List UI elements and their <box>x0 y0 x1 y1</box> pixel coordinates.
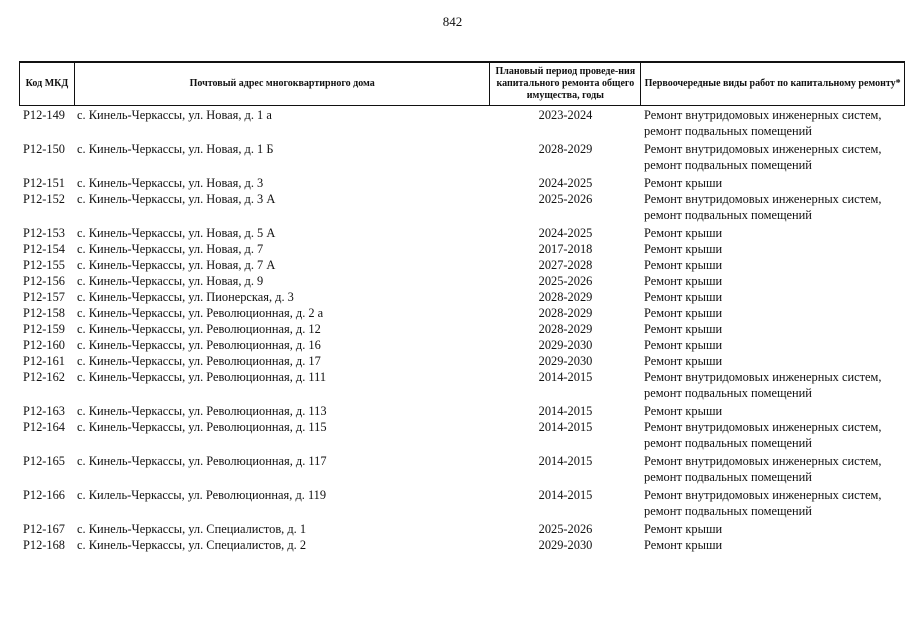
table-row <box>19 337 905 353</box>
cell-code: Р12-153 <box>23 226 65 240</box>
cell-code: Р12-165 <box>23 454 65 468</box>
works-line: Ремонт внутридомовых инженерных систем, <box>644 108 882 122</box>
works-line: Ремонт крыши <box>644 242 723 256</box>
repair-table-body <box>19 107 905 553</box>
works-line: ремонт подвальных помещений <box>644 470 812 484</box>
cell-period: 2014-2015 <box>538 370 593 384</box>
cell-address: с. Кинель-Черкассы, ул. Революционная, д. 16 <box>77 338 321 352</box>
cell-code: Р12-164 <box>23 420 65 434</box>
cell-period: 2028-2029 <box>538 142 593 156</box>
works-line: Ремонт крыши <box>644 404 723 418</box>
cell-address: с. Килель-Черкассы, ул. Революционная, д. 119 <box>77 488 327 502</box>
table-rows <box>19 107 905 553</box>
works-line: Ремонт внутридомовых инженерных систем, <box>644 488 882 502</box>
cell-address: с. Кинель-Черкассы, ул. Новая, д. 7 А <box>77 258 276 272</box>
works-line: ремонт подвальных помещений <box>644 386 812 400</box>
cell-works <box>641 175 905 191</box>
table-row <box>19 289 905 305</box>
cell-works <box>641 305 905 321</box>
table-row <box>19 257 905 273</box>
table-row <box>19 305 905 321</box>
table-row <box>19 369 905 403</box>
cell-works <box>641 369 905 403</box>
cell-code: Р12-154 <box>23 242 65 256</box>
cell-address: с. Кинель-Черкассы, ул. Специалистов, д. 1 <box>77 522 307 536</box>
works-line: Ремонт крыши <box>644 538 723 552</box>
page-number: 842 <box>442 14 463 29</box>
cell-address: с. Кинель-Черкассы, ул. Новая, д. 1 Б <box>77 142 274 156</box>
cell-works <box>641 241 905 257</box>
works-line: Ремонт крыши <box>644 338 723 352</box>
works-line: Ремонт внутридомовых инженерных систем, <box>644 420 882 434</box>
cell-works <box>641 257 905 273</box>
table-row <box>19 273 905 289</box>
cell-code: Р12-162 <box>23 370 65 384</box>
cell-period: 2024-2025 <box>538 176 593 190</box>
cell-works <box>641 321 905 337</box>
cell-period: 2014-2015 <box>538 454 593 468</box>
cell-period: 2027-2028 <box>538 258 593 272</box>
cell-address: с. Кинель-Черкассы, ул. Специалистов, д. 2 <box>77 538 307 552</box>
cell-period: 2014-2015 <box>538 488 593 502</box>
cell-code: Р12-157 <box>23 290 65 304</box>
cell-code: Р12-168 <box>23 538 65 552</box>
cell-address: с. Кинель-Черкассы, ул. Революционная, д. 117 <box>77 454 327 468</box>
table-row <box>19 141 905 175</box>
cell-address: с. Кинель-Черкассы, ул. Революционная, д. 113 <box>77 404 327 418</box>
cell-works <box>641 537 905 553</box>
table-row <box>19 419 905 453</box>
cell-code: Р12-150 <box>23 142 65 156</box>
cell-code: Р12-151 <box>23 176 65 190</box>
cell-address: с. Кинель-Черкассы, ул. Пионерская, д. 3 <box>77 290 294 304</box>
table-row <box>19 403 905 419</box>
cell-address: с. Кинель-Черкассы, ул. Новая, д. 1 а <box>77 108 272 122</box>
works-line: Ремонт внутридомовых инженерных систем, <box>644 192 882 206</box>
cell-works <box>641 273 905 289</box>
works-line: Ремонт внутридомовых инженерных систем, <box>644 454 882 468</box>
table-row <box>19 353 905 369</box>
cell-code: Р12-160 <box>23 338 65 352</box>
column-header-code: Код МКД <box>20 62 75 106</box>
cell-code: Р12-158 <box>23 306 65 320</box>
cell-period: 2029-2030 <box>538 338 593 352</box>
column-header-period: Плановый период проведе-ния капитального ремонта общего имущества, годы <box>490 62 641 106</box>
works-line: Ремонт крыши <box>644 176 723 190</box>
table-row <box>19 321 905 337</box>
cell-period: 2014-2015 <box>538 420 593 434</box>
cell-code: Р12-149 <box>23 108 65 122</box>
cell-works <box>641 487 905 521</box>
cell-address: с. Кинель-Черкассы, ул. Новая, д. 9 <box>77 274 264 288</box>
table-row <box>19 107 905 141</box>
works-line: Ремонт внутридомовых инженерных систем, <box>644 370 882 384</box>
header-row <box>20 62 905 106</box>
cell-code: Р12-161 <box>23 354 65 368</box>
cell-address: с. Кинель-Черкассы, ул. Революционная, д. 111 <box>77 370 327 384</box>
works-line: Ремонт крыши <box>644 226 723 240</box>
cell-period: 2028-2029 <box>538 306 593 320</box>
cell-address: с. Кинель-Черкассы, ул. Новая, д. 3 А <box>77 192 276 206</box>
cell-code: Р12-163 <box>23 404 65 418</box>
table-row <box>19 453 905 487</box>
works-line: Ремонт крыши <box>644 322 723 336</box>
table-header <box>19 61 905 106</box>
column-header-works: Первоочередные виды работ по капитальному ремонту* <box>641 62 905 106</box>
cell-works <box>641 419 905 453</box>
cell-works <box>641 289 905 305</box>
cell-period: 2025-2026 <box>538 274 593 288</box>
cell-works <box>641 191 905 225</box>
works-line: Ремонт крыши <box>644 522 723 536</box>
table-row <box>19 487 905 521</box>
cell-works <box>641 225 905 241</box>
works-line: ремонт подвальных помещений <box>644 158 812 172</box>
cell-works <box>641 107 905 141</box>
cell-works <box>641 521 905 537</box>
cell-works <box>641 403 905 419</box>
table-row <box>19 175 905 191</box>
cell-period: 2028-2029 <box>538 322 593 336</box>
works-line: ремонт подвальных помещений <box>644 124 812 138</box>
cell-address: с. Кинель-Черкассы, ул. Революционная, д. 17 <box>77 354 321 368</box>
cell-period: 2025-2026 <box>538 522 593 536</box>
works-line: Ремонт крыши <box>644 354 723 368</box>
cell-code: Р12-166 <box>23 488 65 502</box>
cell-address: с. Кинель-Черкассы, ул. Новая, д. 3 <box>77 176 264 190</box>
cell-code: Р12-167 <box>23 522 65 536</box>
cell-address: с. Кинель-Черкассы, ул. Революционная, д. 115 <box>77 420 327 434</box>
works-line: Ремонт крыши <box>644 290 723 304</box>
cell-period: 2023-2024 <box>538 108 593 122</box>
cell-period: 2017-2018 <box>538 242 593 256</box>
table-row <box>19 225 905 241</box>
cell-code: Р12-155 <box>23 258 65 272</box>
works-line: Ремонт крыши <box>644 306 723 320</box>
works-line: ремонт подвальных помещений <box>644 504 812 518</box>
works-line: ремонт подвальных помещений <box>644 208 812 222</box>
cell-period: 2024-2025 <box>538 226 593 240</box>
cell-period: 2029-2030 <box>538 354 593 368</box>
table-row <box>19 537 905 553</box>
cell-works <box>641 337 905 353</box>
cell-code: Р12-159 <box>23 322 65 336</box>
cell-code: Р12-156 <box>23 274 65 288</box>
cell-works <box>641 453 905 487</box>
cell-address: с. Кинель-Черкассы, ул. Революционная, д. 2 а <box>77 306 324 320</box>
table-row <box>19 241 905 257</box>
works-line: Ремонт крыши <box>644 258 723 272</box>
cell-period: 2025-2026 <box>538 192 593 206</box>
works-line: Ремонт внутридомовых инженерных систем, <box>644 142 882 156</box>
cell-address: с. Кинель-Черкассы, ул. Новая, д. 5 А <box>77 226 276 240</box>
cell-address: с. Кинель-Черкассы, ул. Новая, д. 7 <box>77 242 264 256</box>
works-line: Ремонт крыши <box>644 274 723 288</box>
table-row <box>19 191 905 225</box>
table-row <box>19 521 905 537</box>
cell-works <box>641 141 905 175</box>
cell-works <box>641 353 905 369</box>
cell-period: 2029-2030 <box>538 538 593 552</box>
works-line: ремонт подвальных помещений <box>644 436 812 450</box>
cell-address: с. Кинель-Черкассы, ул. Революционная, д. 12 <box>77 322 321 336</box>
cell-code: Р12-152 <box>23 192 65 206</box>
cell-period: 2028-2029 <box>538 290 593 304</box>
cell-period: 2014-2015 <box>538 404 593 418</box>
column-header-address: Почтовый адрес многоквартирного дома <box>74 62 489 106</box>
